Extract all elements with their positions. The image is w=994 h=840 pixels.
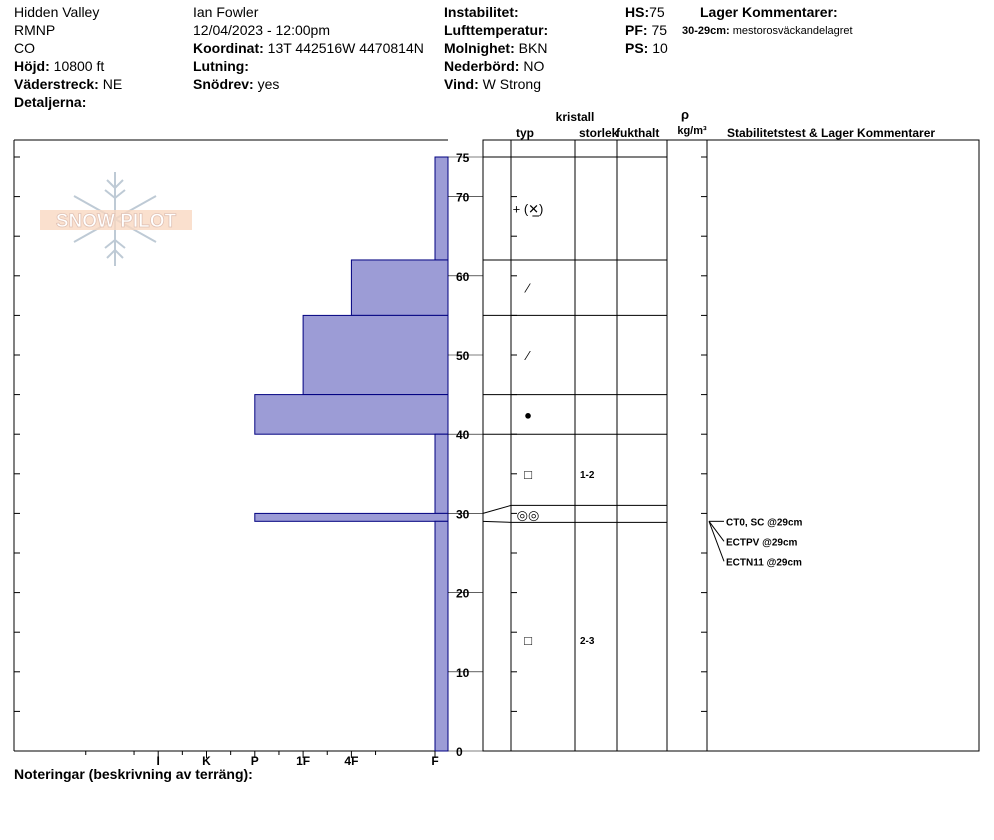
- depth-tick-label: 10: [456, 665, 470, 680]
- depth-tick-label: 0: [456, 745, 463, 759]
- snow-pilot-logo: [40, 172, 192, 266]
- hardness-tick-label: K: [202, 754, 211, 768]
- aspect-label: Väderstreck:: [14, 76, 99, 92]
- coordinate-value: 13T 442516W 4470814N: [267, 40, 424, 56]
- terrain-notes-label: Noteringar (beskrivning av terräng):: [14, 766, 253, 782]
- pf-value: 75: [651, 22, 668, 38]
- hardness-tick-label: 1F: [296, 754, 311, 768]
- stability-test-2: ECTN11 @29cm: [726, 557, 802, 569]
- test-arrow: [709, 521, 724, 541]
- grain-type-6: □: [524, 633, 532, 649]
- hardness-bar-1: [351, 260, 448, 315]
- header-typ: typ: [516, 126, 534, 140]
- hs-label: HS:: [625, 4, 650, 20]
- elevation-label: Höjd:: [14, 58, 50, 74]
- precip-label: Nederbörd:: [444, 58, 520, 74]
- ps-label: PS:: [625, 40, 649, 56]
- hardness-bar-2: [303, 315, 448, 394]
- slope-label: Lutning:: [193, 58, 249, 74]
- observer-name: Ian Fowler: [193, 4, 259, 20]
- header-density-unit: kg/m³: [677, 125, 707, 137]
- grain-type-2: ⁄: [526, 348, 530, 363]
- grain-type-0: + (✕̲): [512, 201, 544, 217]
- wind-value: W Strong: [482, 76, 541, 92]
- hardness-tick-label: P: [250, 754, 259, 768]
- precip-value: NO: [523, 58, 545, 74]
- air-temp-label: Lufttemperatur:: [444, 22, 549, 38]
- elevation-value: 10800 ft: [53, 58, 105, 74]
- stability-test-0: CT0, SC @29cm: [726, 517, 803, 529]
- hardness-bar-3: [255, 395, 448, 435]
- coordinate-label: Koordinat:: [193, 40, 264, 56]
- blowing-snow-label: Snödrev:: [193, 76, 254, 92]
- instability-label: Instabilitet:: [444, 4, 519, 20]
- hardness-bar-0: [435, 157, 448, 260]
- hardness-tick-label: 4F: [344, 754, 359, 768]
- header-rho: ρ: [680, 107, 690, 122]
- sky-label: Molnighet:: [444, 40, 515, 56]
- header-stability: Stabilitetstest & Lager Kommentarer: [727, 126, 936, 140]
- depth-tick-label: 50: [456, 349, 470, 363]
- sky-value: BKN: [518, 40, 548, 56]
- depth-tick-label: 70: [456, 190, 470, 205]
- pf-label: PF:: [625, 22, 648, 38]
- depth-tick-label: 75: [456, 151, 470, 165]
- depth-tick-label: 30: [456, 507, 470, 522]
- observation-datetime: 12/04/2023 - 12:00pm: [193, 22, 330, 38]
- state-name: CO: [14, 40, 35, 56]
- depth-tick-label: 60: [456, 269, 470, 284]
- blowing-snow-value: yes: [257, 76, 280, 92]
- grain-size-6: 2-3: [580, 636, 595, 648]
- wind-label: Vind:: [444, 76, 479, 92]
- hardness-bar-4: [435, 434, 448, 513]
- stability-test-1: ECTPV @29cm: [726, 537, 798, 549]
- logo-text: SNOW PILOT: [55, 211, 177, 232]
- location-name: Hidden Valley: [14, 4, 100, 20]
- grain-type-4: □: [524, 466, 532, 482]
- test-arrow: [709, 521, 724, 561]
- header-kristall: kristall: [555, 110, 595, 124]
- depth-tick-label: 20: [456, 586, 470, 601]
- hardness-bar-6: [435, 521, 448, 751]
- details-label: Detaljerna:: [14, 94, 87, 110]
- area-name: RMNP: [14, 22, 56, 38]
- aspect-value: NE: [102, 76, 123, 92]
- layer-comment-range: 30-29cm:: [682, 25, 730, 37]
- depth-tick-label: 40: [456, 428, 470, 443]
- header-storlek: storlek: [579, 126, 619, 140]
- grain-type-3: ●: [524, 407, 532, 423]
- grain-type-5: ◎◎: [516, 507, 540, 523]
- header-fukthalt: fukthalt: [616, 126, 660, 140]
- hardness-tick-label: I: [156, 754, 160, 768]
- hardness-bar-5: [255, 513, 448, 521]
- grain-size-4: 1-2: [580, 469, 595, 481]
- hs-value: 75: [649, 4, 665, 20]
- hardness-tick-label: F: [431, 754, 439, 768]
- grain-type-1: ⁄: [526, 280, 530, 296]
- layer-comments-title: Lager Kommentarer:: [700, 4, 838, 20]
- layer-comment-text: mestorosväckandelagret: [732, 25, 853, 37]
- ps-value: 10: [652, 40, 668, 56]
